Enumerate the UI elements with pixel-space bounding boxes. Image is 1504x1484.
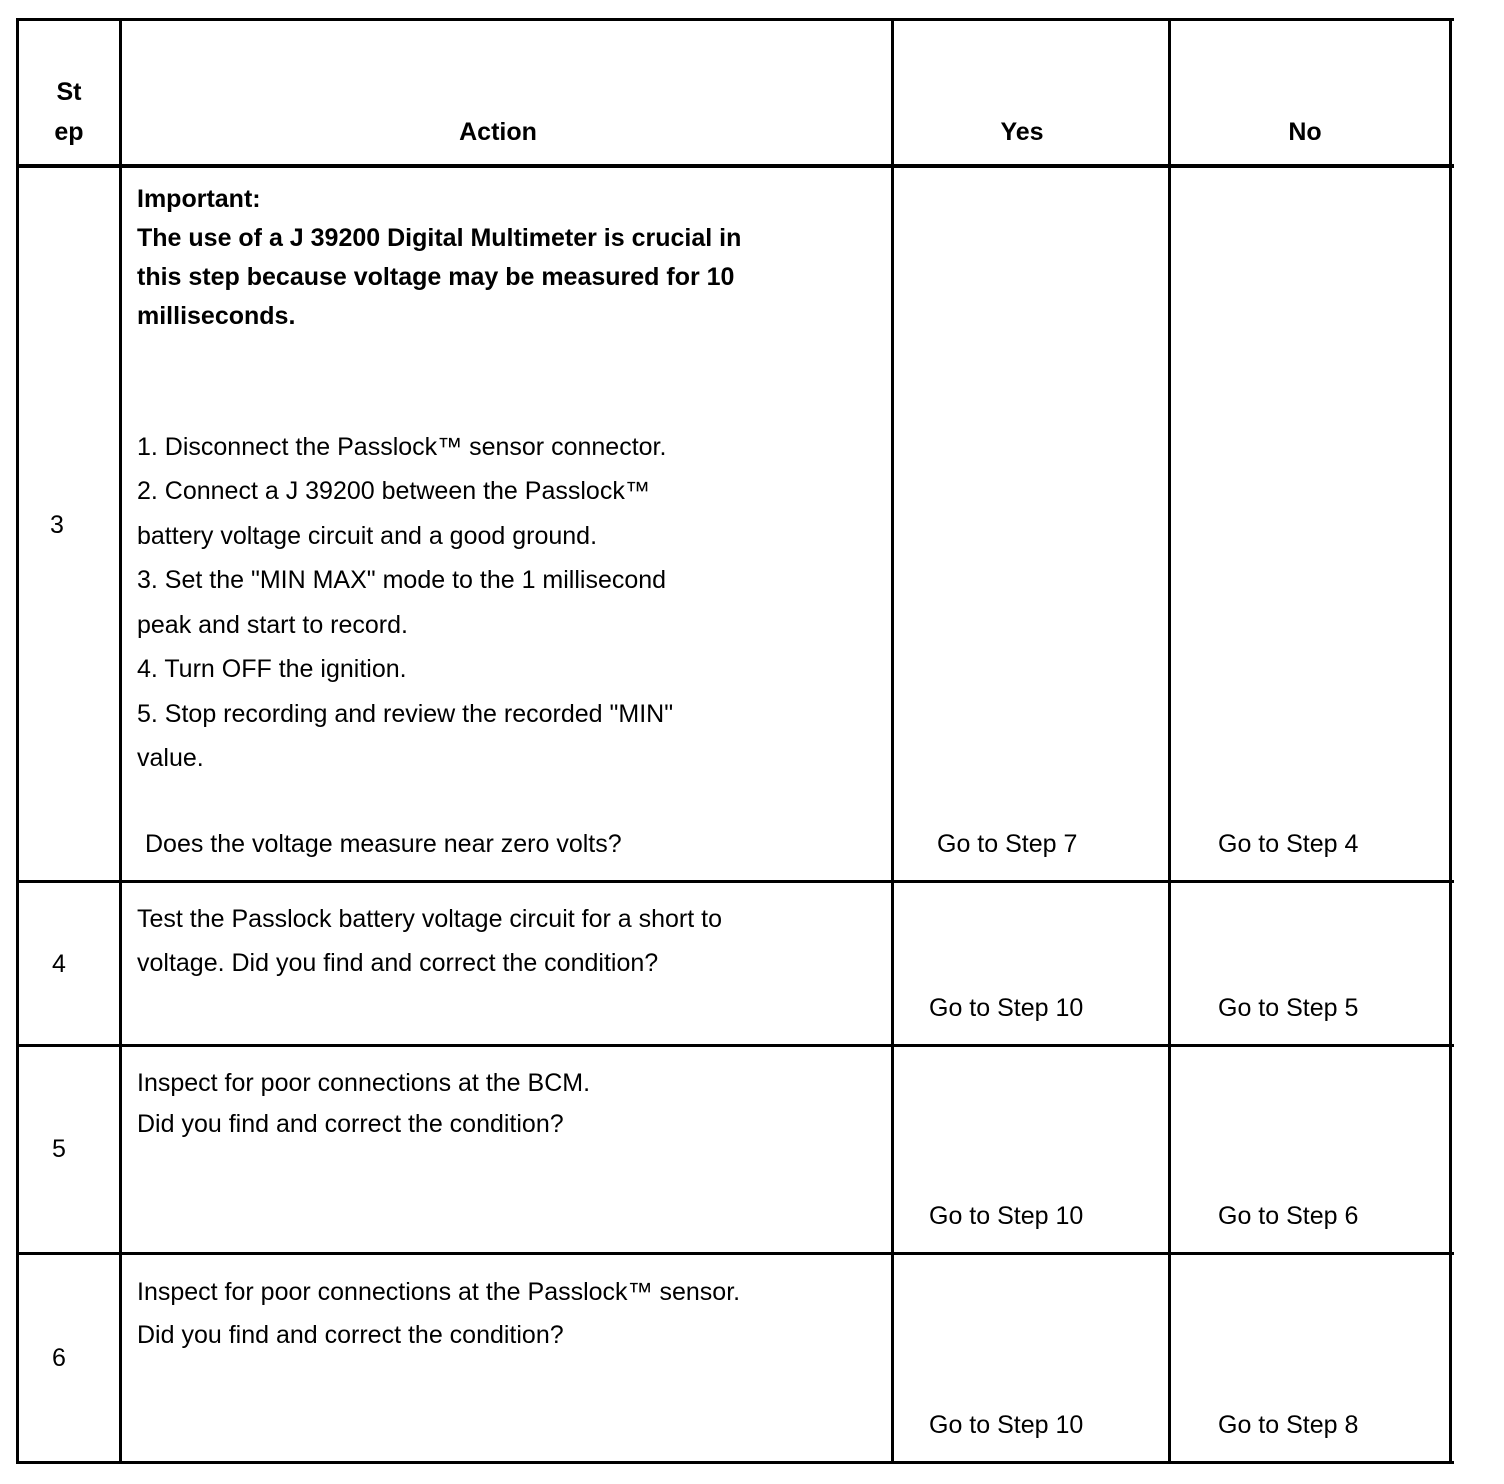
action-line: Did you find and correct the condition? bbox=[137, 1110, 564, 1138]
header-no: No bbox=[1288, 118, 1322, 146]
no-outcome: Go to Step 4 bbox=[1218, 830, 1359, 858]
header-action: Action bbox=[459, 118, 537, 146]
action-line: battery voltage circuit and a good ground. bbox=[137, 522, 598, 550]
action-line: Test the Passlock battery voltage circuit for a short to bbox=[137, 905, 722, 933]
action-line: 2. Connect a J 39200 between the Passlock™ bbox=[137, 477, 650, 505]
question: Does the voltage measure near zero volts? bbox=[145, 830, 622, 858]
header-divider bbox=[16, 164, 1454, 168]
action-line: 1. Disconnect the Passlock™ sensor connector. bbox=[137, 433, 667, 461]
yes-outcome: Go to Step 7 bbox=[937, 830, 1078, 858]
step-number: 4 bbox=[52, 950, 66, 978]
important-title: Important: bbox=[137, 185, 261, 213]
table-border-bottom bbox=[16, 1461, 1454, 1464]
important-line: milliseconds. bbox=[137, 302, 296, 330]
action-line: peak and start to record. bbox=[137, 611, 408, 639]
important-line: The use of a J 39200 Digital Multimeter is crucial in bbox=[137, 224, 742, 252]
header-yes: Yes bbox=[1000, 118, 1044, 146]
row-divider bbox=[16, 1044, 1454, 1047]
action-line: Inspect for poor connections at the Passlock™ sensor. bbox=[137, 1278, 741, 1306]
header-step-line2: ep bbox=[54, 118, 84, 146]
action-line: Inspect for poor connections at the BCM. bbox=[137, 1069, 591, 1097]
action-line: 4. Turn OFF the ignition. bbox=[137, 655, 407, 683]
action-line: 3. Set the "MIN MAX" mode to the 1 millisecond bbox=[137, 566, 667, 594]
step-number: 3 bbox=[50, 511, 64, 539]
step-number: 6 bbox=[52, 1344, 66, 1372]
yes-outcome: Go to Step 10 bbox=[929, 1202, 1084, 1230]
action-line: 5. Stop recording and review the recorded "MIN" bbox=[137, 700, 674, 728]
action-line: Did you find and correct the condition? bbox=[137, 1321, 564, 1349]
no-outcome: Go to Step 5 bbox=[1218, 994, 1359, 1022]
important-line: this step because voltage may be measured for 10 bbox=[137, 263, 735, 291]
header-step-line1: St bbox=[56, 78, 82, 106]
row-divider bbox=[16, 880, 1454, 883]
table-border-right bbox=[1449, 18, 1452, 1464]
table-border-top bbox=[16, 18, 1454, 21]
column-divider-step bbox=[119, 18, 122, 1464]
column-divider-action bbox=[891, 18, 894, 1464]
no-outcome: Go to Step 6 bbox=[1218, 1202, 1359, 1230]
action-line: voltage. Did you find and correct the condition? bbox=[137, 949, 659, 977]
no-outcome: Go to Step 8 bbox=[1218, 1411, 1359, 1439]
yes-outcome: Go to Step 10 bbox=[929, 994, 1084, 1022]
yes-outcome: Go to Step 10 bbox=[929, 1411, 1084, 1439]
table-border-left bbox=[16, 18, 19, 1464]
row-divider bbox=[16, 1252, 1454, 1255]
step-number: 5 bbox=[52, 1135, 66, 1163]
action-line: value. bbox=[137, 744, 204, 772]
column-divider-yes bbox=[1168, 18, 1171, 1464]
